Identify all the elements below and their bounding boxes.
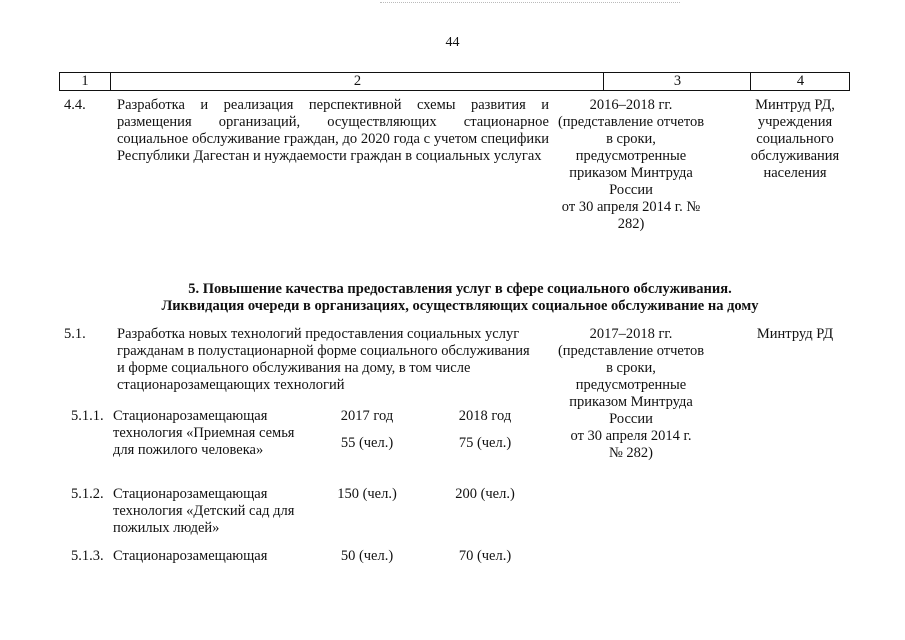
scan-artifact-line <box>380 2 680 4</box>
deadline-line: приказом Минтруда <box>569 394 693 410</box>
subitem-name <box>113 408 323 459</box>
row-number-5-1: 5.1. <box>64 326 86 342</box>
subitem-number: 5.1.3. <box>71 548 104 564</box>
subitem-name-line: для пожилого человека» <box>113 442 264 458</box>
description-line: гражданам в полустационарной форме социального обслуживания <box>117 343 530 359</box>
section-5-title <box>100 281 820 315</box>
section-title-line: 5. Повышение качества предоставления услуг в сфере социального обслуживания. <box>188 281 732 297</box>
year-header-2017: 2017 год <box>340 408 394 424</box>
deadline-line: 2016–2018 гг. <box>589 97 673 113</box>
subitem-name-line: Стационарозамещающая <box>113 548 268 564</box>
deadline-line: в сроки, <box>606 131 656 147</box>
row-number-4-4: 4.4. <box>64 97 86 113</box>
deadline-line: от 30 апреля 2014 г. <box>570 428 692 444</box>
header-col-4: 4 <box>750 73 850 90</box>
deadline-line: приказом Минтруда <box>569 165 693 181</box>
subitem-value-2017: 55 (чел.) <box>340 435 394 451</box>
deadline-line: 2017–2018 гг. <box>589 326 673 342</box>
description-line: стационарозамещающих технологий <box>117 377 345 393</box>
subitem-number: 5.1.1. <box>71 408 104 424</box>
responsible-line: Минтруд РД, <box>755 97 835 113</box>
deadline-line: России <box>609 411 653 427</box>
subitem-number: 5.1.2. <box>71 486 104 502</box>
row-4-4-responsible <box>740 97 850 182</box>
header-col-2: 2 <box>110 73 604 90</box>
deadline-line: от 30 апреля 2014 г. № <box>561 199 701 215</box>
subitem-name-line: технология «Детский сад для <box>113 503 295 519</box>
subitem-name-line: технология «Приемная семья <box>113 425 295 441</box>
subitem-value-2018: 75 (чел.) <box>458 435 512 451</box>
deadline-line: предусмотренные <box>575 148 687 164</box>
deadline-line: (представление отчетов <box>557 343 705 359</box>
header-col-1: 1 <box>81 73 89 89</box>
header-col-3: 3 <box>603 73 751 90</box>
section-title-line: Ликвидация очереди в организациях, осуществляющих социальное обслуживание на дому <box>161 298 759 314</box>
deadline-line: (представление отчетов <box>557 114 705 130</box>
row-5-1-deadline <box>551 326 711 462</box>
row-5-1-responsible: Минтруд РД <box>756 326 834 342</box>
responsible-line: обслуживания <box>750 148 840 164</box>
subitem-name-line: Стационарозамещающая <box>113 408 268 424</box>
subitem-name-line: пожилых людей» <box>113 520 220 536</box>
subitem-name <box>113 548 323 565</box>
deadline-line: в сроки, <box>606 360 656 376</box>
subitem-value-2018: 70 (чел.) <box>458 548 512 564</box>
responsible-line: населения <box>763 165 827 181</box>
page-number: 44 <box>445 35 460 50</box>
description-line: и форме социального обслуживания на дому, в том числе <box>117 360 471 376</box>
responsible-line: социального <box>756 131 834 147</box>
row-4-4-description: Разработка и реализация перспективной схемы развития и размещения организаций, осуществляющих стационарное социальное обслуживание граждан, до 2020 года с учетом специфики Республики Дагестан и нуждаемости граждан в социальных услугах <box>117 97 549 164</box>
deadline-line: России <box>609 182 653 198</box>
table-header-row <box>59 72 850 91</box>
subitem-value-2017: 150 (чел.) <box>337 486 397 502</box>
deadline-line: № 282) <box>608 445 654 461</box>
row-4-4-deadline <box>551 97 711 233</box>
subitem-name-line: Стационарозамещающая <box>113 486 268 502</box>
deadline-line: предусмотренные <box>575 377 687 393</box>
description-line: Разработка новых технологий предоставления социальных услуг <box>117 326 520 342</box>
subitem-name <box>113 486 323 537</box>
subitem-value-2018: 200 (чел.) <box>455 486 515 502</box>
deadline-line: 282) <box>617 216 645 232</box>
subitem-value-2017: 50 (чел.) <box>340 548 394 564</box>
responsible-line: учреждения <box>757 114 833 130</box>
row-5-1-description <box>117 326 557 394</box>
year-header-2018: 2018 год <box>458 408 512 424</box>
